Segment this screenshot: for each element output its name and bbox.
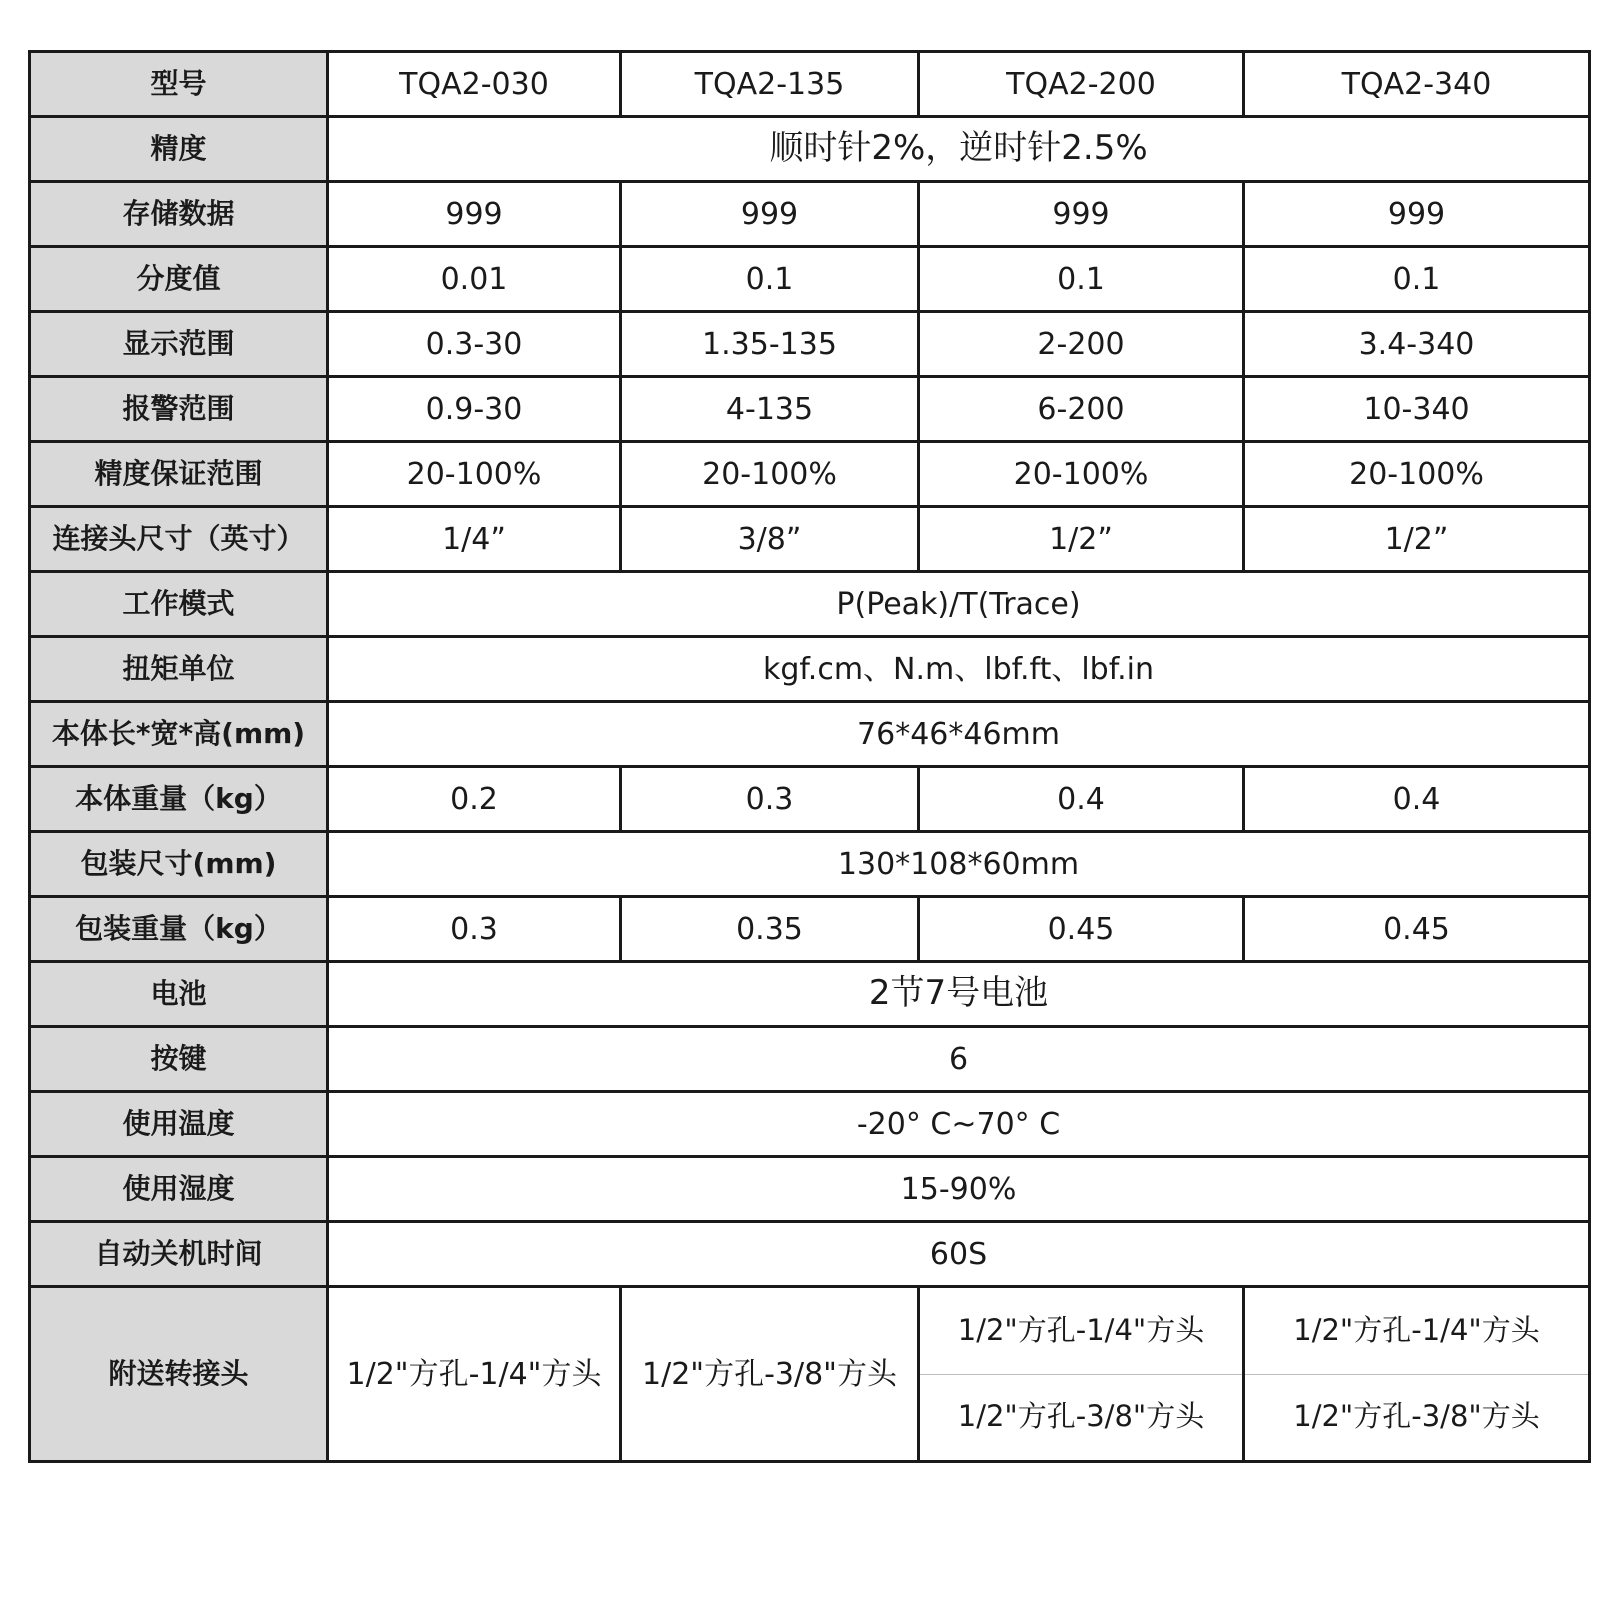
package-size-label: 包装尺寸(mm) — [30, 832, 328, 897]
package-weight-cell: 0.45 — [1244, 897, 1590, 962]
adapter-option: 1/2"方孔-3/8"方头 — [1293, 1399, 1540, 1434]
display-range-cell: 2-200 — [919, 312, 1244, 377]
row-temperature — [30, 1092, 1590, 1157]
alarm-range-label: 报警范围 — [30, 377, 328, 442]
body-weight-cell: 0.4 — [919, 767, 1244, 832]
row-auto-off — [30, 1222, 1590, 1287]
row-accuracy — [30, 117, 1590, 182]
accuracy-range-cell: 20-100% — [621, 442, 919, 507]
alarm-range-cell: 4-135 — [621, 377, 919, 442]
adapter-cell: 1/2"方孔-1/4"方头 — [328, 1287, 621, 1462]
display-range-cell: 0.3-30 — [328, 312, 621, 377]
work-mode-value: P(Peak)/T(Trace) — [328, 572, 1590, 637]
torque-units-label: 扭矩单位 — [30, 637, 328, 702]
model-cell: TQA2-200 — [919, 52, 1244, 117]
row-connector-size — [30, 507, 1590, 572]
row-buttons — [30, 1027, 1590, 1092]
row-storage — [30, 182, 1590, 247]
package-size-value: 130*108*60mm — [328, 832, 1590, 897]
adapters-label: 附送转接头 — [30, 1287, 328, 1462]
connector-size-cell: 3/8” — [621, 507, 919, 572]
body-weight-cell: 0.3 — [621, 767, 919, 832]
alarm-range-cell: 0.9-30 — [328, 377, 621, 442]
row-package-weight — [30, 897, 1590, 962]
buttons-label: 按键 — [30, 1027, 328, 1092]
body-dimensions-label: 本体长*宽*高(mm) — [30, 702, 328, 767]
humidity-value: 15-90% — [328, 1157, 1590, 1222]
battery-value: 2节7号电池 — [328, 962, 1590, 1027]
row-package-size — [30, 832, 1590, 897]
row-battery — [30, 962, 1590, 1027]
spec-table-wrapper — [28, 50, 1588, 1463]
temperature-value: -20° C~70° C — [328, 1092, 1590, 1157]
model-cell: TQA2-030 — [328, 52, 621, 117]
row-alarm-range — [30, 377, 1590, 442]
alarm-range-cell: 10-340 — [1244, 377, 1590, 442]
resolution-cell: 0.1 — [1244, 247, 1590, 312]
accuracy-range-cell: 20-100% — [919, 442, 1244, 507]
row-body-weight — [30, 767, 1590, 832]
adapter-option: 1/2"方孔-1/4"方头 — [1245, 1288, 1588, 1375]
battery-label: 电池 — [30, 962, 328, 1027]
accuracy-value: 顺时针2%，逆时针2.5% — [328, 117, 1590, 182]
model-cell: TQA2-135 — [621, 52, 919, 117]
row-work-mode — [30, 572, 1590, 637]
resolution-label: 分度值 — [30, 247, 328, 312]
body-weight-cell: 0.4 — [1244, 767, 1590, 832]
work-mode-label: 工作模式 — [30, 572, 328, 637]
model-label: 型号 — [30, 52, 328, 117]
package-weight-label: 包装重量（kg） — [30, 897, 328, 962]
connector-size-label: 连接头尺寸（英寸） — [30, 507, 328, 572]
accuracy-label: 精度 — [30, 117, 328, 182]
connector-size-cell: 1/2” — [1244, 507, 1590, 572]
auto-off-label: 自动关机时间 — [30, 1222, 328, 1287]
row-model — [30, 52, 1590, 117]
package-weight-cell: 0.3 — [328, 897, 621, 962]
display-range-label: 显示范围 — [30, 312, 328, 377]
adapter-option: 1/2"方孔-3/8"方头 — [957, 1399, 1205, 1434]
alarm-range-cell: 6-200 — [919, 377, 1244, 442]
adapter-cell-split — [919, 1287, 1244, 1462]
accuracy-range-cell: 20-100% — [1244, 442, 1590, 507]
body-weight-cell: 0.2 — [328, 767, 621, 832]
storage-cell: 999 — [328, 182, 621, 247]
row-accuracy-range — [30, 442, 1590, 507]
storage-cell: 999 — [1244, 182, 1590, 247]
row-adapters — [30, 1287, 1590, 1462]
storage-cell: 999 — [919, 182, 1244, 247]
row-resolution — [30, 247, 1590, 312]
adapter-option: 1/2"方孔-1/4"方头 — [920, 1288, 1242, 1375]
storage-label: 存储数据 — [30, 182, 328, 247]
accuracy-range-label: 精度保证范围 — [30, 442, 328, 507]
row-body-dimensions — [30, 702, 1590, 767]
adapter-cell: 1/2"方孔-3/8"方头 — [621, 1287, 919, 1462]
resolution-cell: 0.1 — [919, 247, 1244, 312]
resolution-cell: 0.1 — [621, 247, 919, 312]
row-display-range — [30, 312, 1590, 377]
body-weight-label: 本体重量（kg） — [30, 767, 328, 832]
resolution-cell: 0.01 — [328, 247, 621, 312]
model-cell: TQA2-340 — [1244, 52, 1590, 117]
connector-size-cell: 1/2” — [919, 507, 1244, 572]
body-dimensions-value: 76*46*46mm — [328, 702, 1590, 767]
accuracy-range-cell: 20-100% — [328, 442, 621, 507]
torque-units-value: kgf.cm、N.m、lbf.ft、lbf.in — [328, 637, 1590, 702]
display-range-cell: 3.4-340 — [1244, 312, 1590, 377]
row-torque-units — [30, 637, 1590, 702]
package-weight-cell: 0.45 — [919, 897, 1244, 962]
connector-size-cell: 1/4” — [328, 507, 621, 572]
temperature-label: 使用温度 — [30, 1092, 328, 1157]
display-range-cell: 1.35-135 — [621, 312, 919, 377]
storage-cell: 999 — [621, 182, 919, 247]
package-weight-cell: 0.35 — [621, 897, 919, 962]
humidity-label: 使用湿度 — [30, 1157, 328, 1222]
buttons-value: 6 — [328, 1027, 1590, 1092]
spec-table — [28, 50, 1591, 1463]
auto-off-value: 60S — [328, 1222, 1590, 1287]
adapter-cell-split — [1244, 1287, 1590, 1462]
row-humidity — [30, 1157, 1590, 1222]
